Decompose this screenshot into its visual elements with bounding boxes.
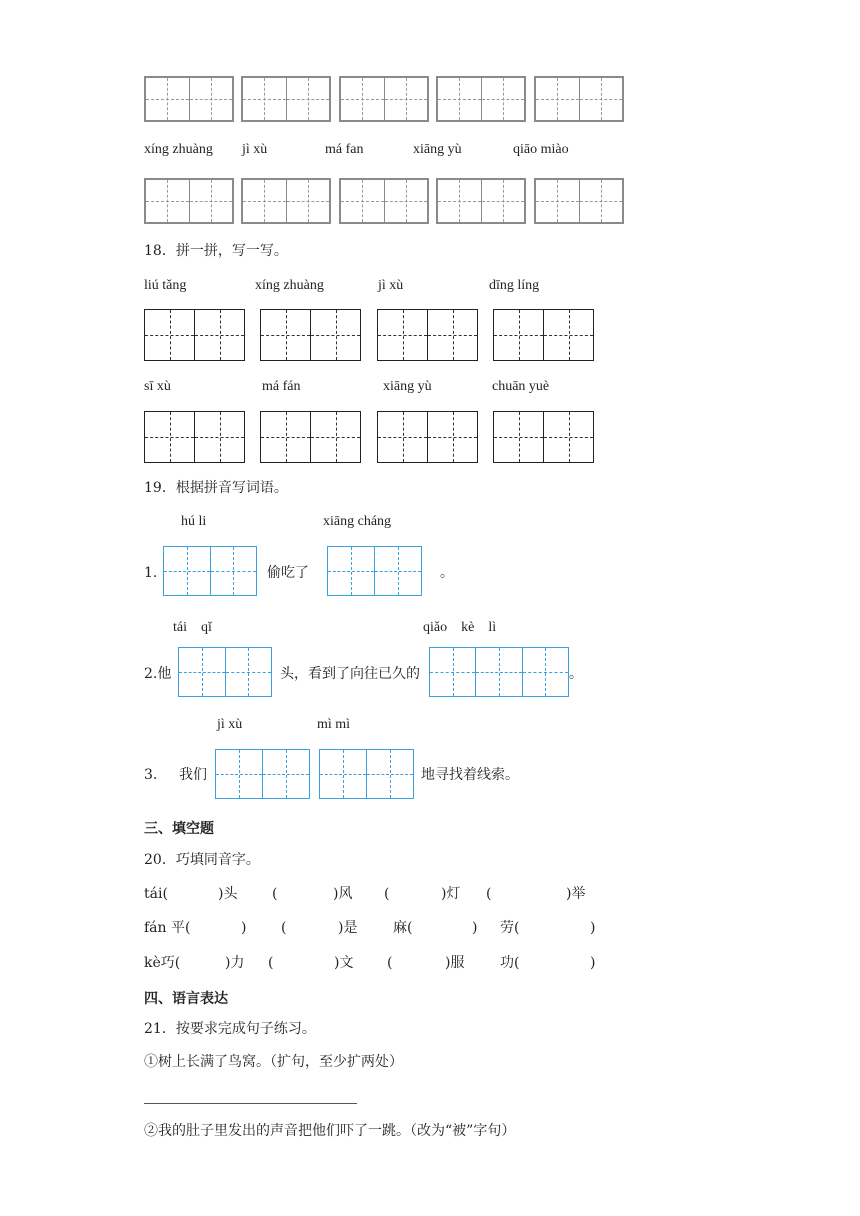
question-21-title: 21．按要求完成句子练习。 (144, 1021, 316, 1037)
writing-grid[interactable] (241, 178, 331, 224)
writing-grid[interactable] (144, 309, 245, 361)
pinyin-label: tái qǐ (173, 620, 212, 635)
writing-grid[interactable] (493, 309, 594, 361)
pinyin-label: xiāng yù (383, 379, 432, 394)
writing-grid[interactable] (215, 749, 310, 799)
writing-grid[interactable] (260, 411, 361, 463)
pinyin-label: jì xù (378, 278, 404, 293)
pinyin-label: jì xù (217, 717, 243, 732)
sentence-text: 2.他 (144, 666, 172, 682)
answer-line[interactable] (144, 1103, 357, 1104)
section-heading: 四、语言表达 (144, 991, 228, 1007)
fill-blank-text: ( (281, 920, 287, 936)
pinyin-label: dīng líng (489, 278, 540, 293)
writing-grid[interactable] (534, 178, 624, 224)
fill-blank-text: )头 (218, 886, 238, 902)
fill-blank-text: ( (384, 886, 390, 902)
writing-grid[interactable] (327, 546, 422, 596)
sentence-text: 我们 (179, 767, 207, 783)
fill-blank-text: fán 平( (144, 920, 191, 936)
pinyin-label: qiǎo kè lì (423, 620, 497, 635)
fill-blank-text: )文 (334, 955, 354, 971)
pinyin-label: má fán (262, 379, 301, 394)
writing-grid[interactable] (339, 76, 429, 122)
fill-blank-text: )力 (225, 955, 245, 971)
writing-grid[interactable] (144, 411, 245, 463)
fill-blank-text: 劳( (500, 920, 520, 936)
sentence-number: 3. (144, 767, 158, 783)
pinyin-label: jì xù (242, 142, 268, 157)
writing-grid[interactable] (144, 76, 234, 122)
question-20-title: 20．巧填同音字。 (144, 852, 260, 868)
writing-grid[interactable] (178, 647, 272, 697)
fill-blank-text: 功( (500, 955, 520, 971)
sentence-text: 。 (440, 565, 454, 581)
fill-blank-text: ( (387, 955, 393, 971)
pinyin-label: hú li (181, 514, 207, 529)
fill-blank-text: )服 (445, 955, 465, 971)
writing-grid[interactable] (319, 749, 414, 799)
sentence-text: 头，看到了向往已久的 (280, 666, 420, 682)
writing-grid[interactable] (436, 76, 526, 122)
fill-blank-text: )举 (566, 886, 586, 902)
fill-blank-text: ) (472, 920, 478, 936)
section-heading: 三、填空题 (144, 821, 214, 837)
fill-blank-text: )灯 (441, 886, 461, 902)
pinyin-label: xiāng yù (413, 142, 462, 157)
pinyin-label: má fan (325, 142, 364, 157)
fill-blank-text: kè巧( (144, 955, 181, 971)
writing-grid[interactable] (493, 411, 594, 463)
fill-blank-text: ) (590, 920, 596, 936)
writing-grid[interactable] (241, 76, 331, 122)
pinyin-label: xíng zhuàng (144, 142, 213, 157)
writing-grid[interactable] (377, 411, 478, 463)
question-19-title: 19．根据拼音写词语。 (144, 480, 288, 496)
pinyin-label: liú tǎng (144, 278, 187, 293)
fill-blank-text: tái( (144, 886, 168, 902)
writing-grid[interactable] (339, 178, 429, 224)
writing-grid[interactable] (260, 309, 361, 361)
fill-blank-text: 麻( (393, 920, 413, 936)
question-18-title: 18．拼一拼，写一写。 (144, 243, 288, 259)
fill-blank-text: )风 (333, 886, 353, 902)
sentence-text: 偷吃了 (267, 565, 309, 581)
pinyin-label: xiāng cháng (323, 514, 392, 529)
fill-blank-text: ) (241, 920, 247, 936)
writing-grid[interactable] (163, 546, 257, 596)
pinyin-label: sī xù (144, 379, 171, 394)
pinyin-label: mì mì (317, 717, 351, 732)
pinyin-label: chuān yuè (492, 379, 550, 394)
pinyin-label: qiāo miào (513, 142, 569, 157)
writing-grid[interactable] (436, 178, 526, 224)
question-item: ①树上长满了鸟窝。（扩句，至少扩两处） (144, 1054, 403, 1070)
writing-grid[interactable] (377, 309, 478, 361)
writing-grid[interactable] (534, 76, 624, 122)
writing-grid[interactable] (144, 178, 234, 224)
fill-blank-text: ) (590, 955, 596, 971)
fill-blank-text: )是 (338, 920, 358, 936)
pinyin-label: xíng zhuàng (255, 278, 324, 293)
sentence-text: 地寻找着线索。 (421, 767, 519, 783)
fill-blank-text: ( (268, 955, 274, 971)
question-item: ②我的肚子里发出的声音把他们吓了一跳。（改为“被”字句） (144, 1123, 516, 1139)
sentence-number: 1. (144, 565, 158, 581)
fill-blank-text: ( (486, 886, 492, 902)
sentence-text: 。 (569, 666, 583, 682)
writing-grid[interactable] (429, 647, 569, 697)
fill-blank-text: ( (272, 886, 278, 902)
